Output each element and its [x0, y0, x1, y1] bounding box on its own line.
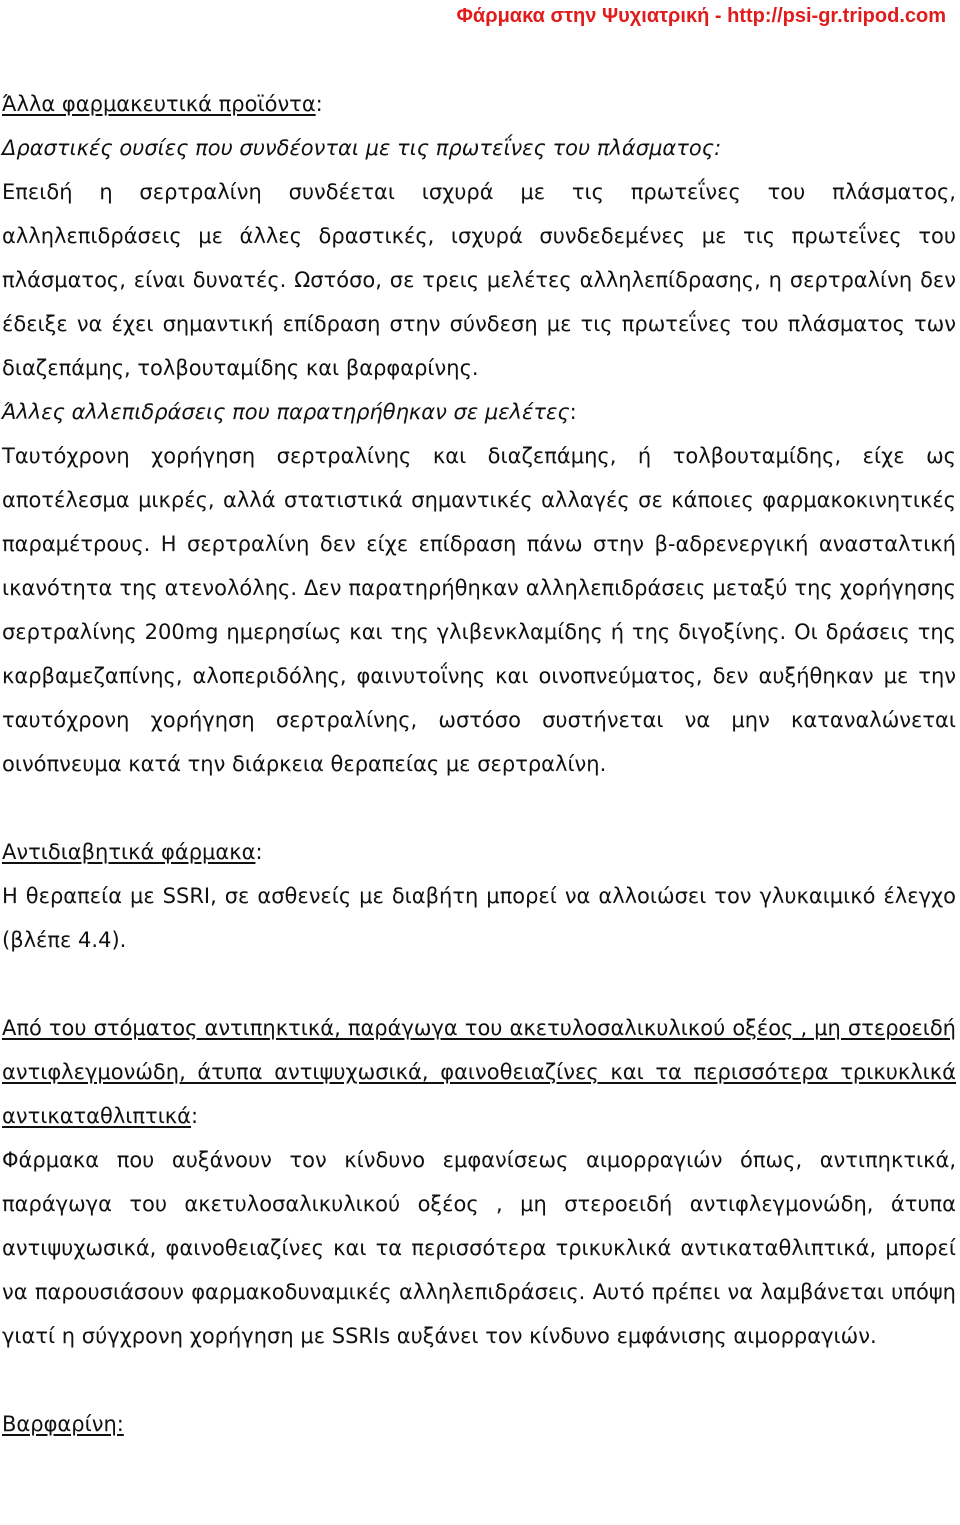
heading-text: Άλλα φαρμακευτικά προϊόντα — [2, 92, 316, 116]
section-spacer — [2, 962, 956, 1006]
section-spacer — [2, 1358, 956, 1402]
heading-text: Από του στόματος αντιπηκτικά, παράγωγα του ακετυλοσαλικυλικού οξέος , μη στεροειδή αντιφλεγμονώδη, άτυπα αντιψυχωσικά, φαινοθειαζίνες και τα περισσότερα τρικυκλικά αντικαταθλιπτικά — [2, 1016, 956, 1128]
paragraph-protein-binding: Επειδή η σερτραλίνη συνδέεται ισχυρά με τις πρωτεΐνες του πλάσματος, αλληλεπιδράσεις με άλλες δραστικές, ισχυρά συνδεδεμένες με τις πρωτεΐνες του πλάσματος, είναι δυνατές. Ωστόσο, σε τρεις μελέτες αλληλεπίδρασης, η σερτραλίνη δεν έδειξε να έχει σημαντική επίδραση στην σύνδεση με τις πρωτεΐνες του πλάσματος των διαζεπάμης, τολβουταμίδης και βαρφαρίνης. — [2, 180, 956, 380]
section-heading-other-products — [2, 82, 956, 126]
heading-text: Βαρφαρίνη: — [2, 1412, 124, 1436]
paragraph-other-interactions: Ταυτόχρονη χορήγηση σερτραλίνης και διαζεπάμης, ή τολβουταμίδης, είχε ως αποτέλεσμα μικρές, αλλά στατιστικά σημαντικές αλλαγές σε κάποιες φαρμακοκινητικές παραμέτρους. Η σερτραλίνη δεν είχε επίδραση πάνω στην β-αδρενεργική ανασταλτική ικανότητα της ατενολόλης. Δεν παρατηρήθηκαν αλληλεπιδράσεις μεταξύ της χορήγησης σερτραλίνης 200mg ημερησίως και της γλιβενκλαμίδης ή της διγοξίνης. Οι δράσεις της καρβαμεζαπίνης, αλοπεριδόλης, φαινυτοΐνης και οινοπνεύματος, δεν αυξήθηκαν με την ταυτόχρονη χορήγηση σερτραλίνης, ωστόσο συστήνεται να μην καταναλώνεται οινόπνευμα κατά την διάρκεια θεραπείας με σερτραλίνη. — [2, 444, 956, 776]
subheading-text: Άλλες αλλεπιδράσεις που παρατηρήθηκαν σε μελέτες — [2, 400, 570, 424]
section-heading-anticoagulants — [2, 1006, 956, 1138]
subheading-suffix: : — [569, 400, 577, 424]
page-header[interactable]: Φάρμακα στην Ψυχιατρική - http://psi-gr.tripod.com — [456, 5, 946, 27]
section-spacer — [2, 786, 956, 830]
heading-text: Αντιδιαβητικά φάρμακα — [2, 840, 256, 864]
paragraph-anticoagulants: Φάρμακα που αυξάνουν τον κίνδυνο εμφανίσεως αιμορραγιών όπως, αντιπηκτικά, παράγωγα του ακετυλοσαλικυλικού οξέος , μη στεροειδή αντιφλεγμονώδη, άτυπα αντιψυχωσικά, φαινοθειαζίνες και τα περισσότερα τρικυκλικά αντικαταθλιπτικά, μπορεί να παρουσιάσουν φαρμακοδυναμικές αλληλεπιδράσεις. Αυτό πρέπει να λαμβάνεται υπόψη γιατί η σύγχρονη χορήγηση με SSRIs αυξάνει τον κίνδυνο εμφάνισης αιμορραγιών. — [2, 1148, 956, 1348]
section-heading-warfarin — [2, 1402, 956, 1446]
document-body — [2, 82, 956, 1446]
heading-suffix: : — [315, 92, 323, 116]
section-heading-antidiabetic — [2, 830, 956, 874]
heading-suffix: : — [191, 1104, 199, 1128]
subheading-other-interactions — [2, 390, 956, 434]
subheading-protein-binding: Δραστικές ουσίες που συνδέονται με τις πρωτεΐνες του πλάσματος: — [2, 136, 722, 160]
heading-suffix: : — [255, 840, 263, 864]
paragraph-antidiabetic: Η θεραπεία με SSRI, σε ασθενείς με διαβήτη μπορεί να αλλοιώσει τον γλυκαιμικό έλεγχο (βλέπε 4.4). — [2, 884, 956, 952]
